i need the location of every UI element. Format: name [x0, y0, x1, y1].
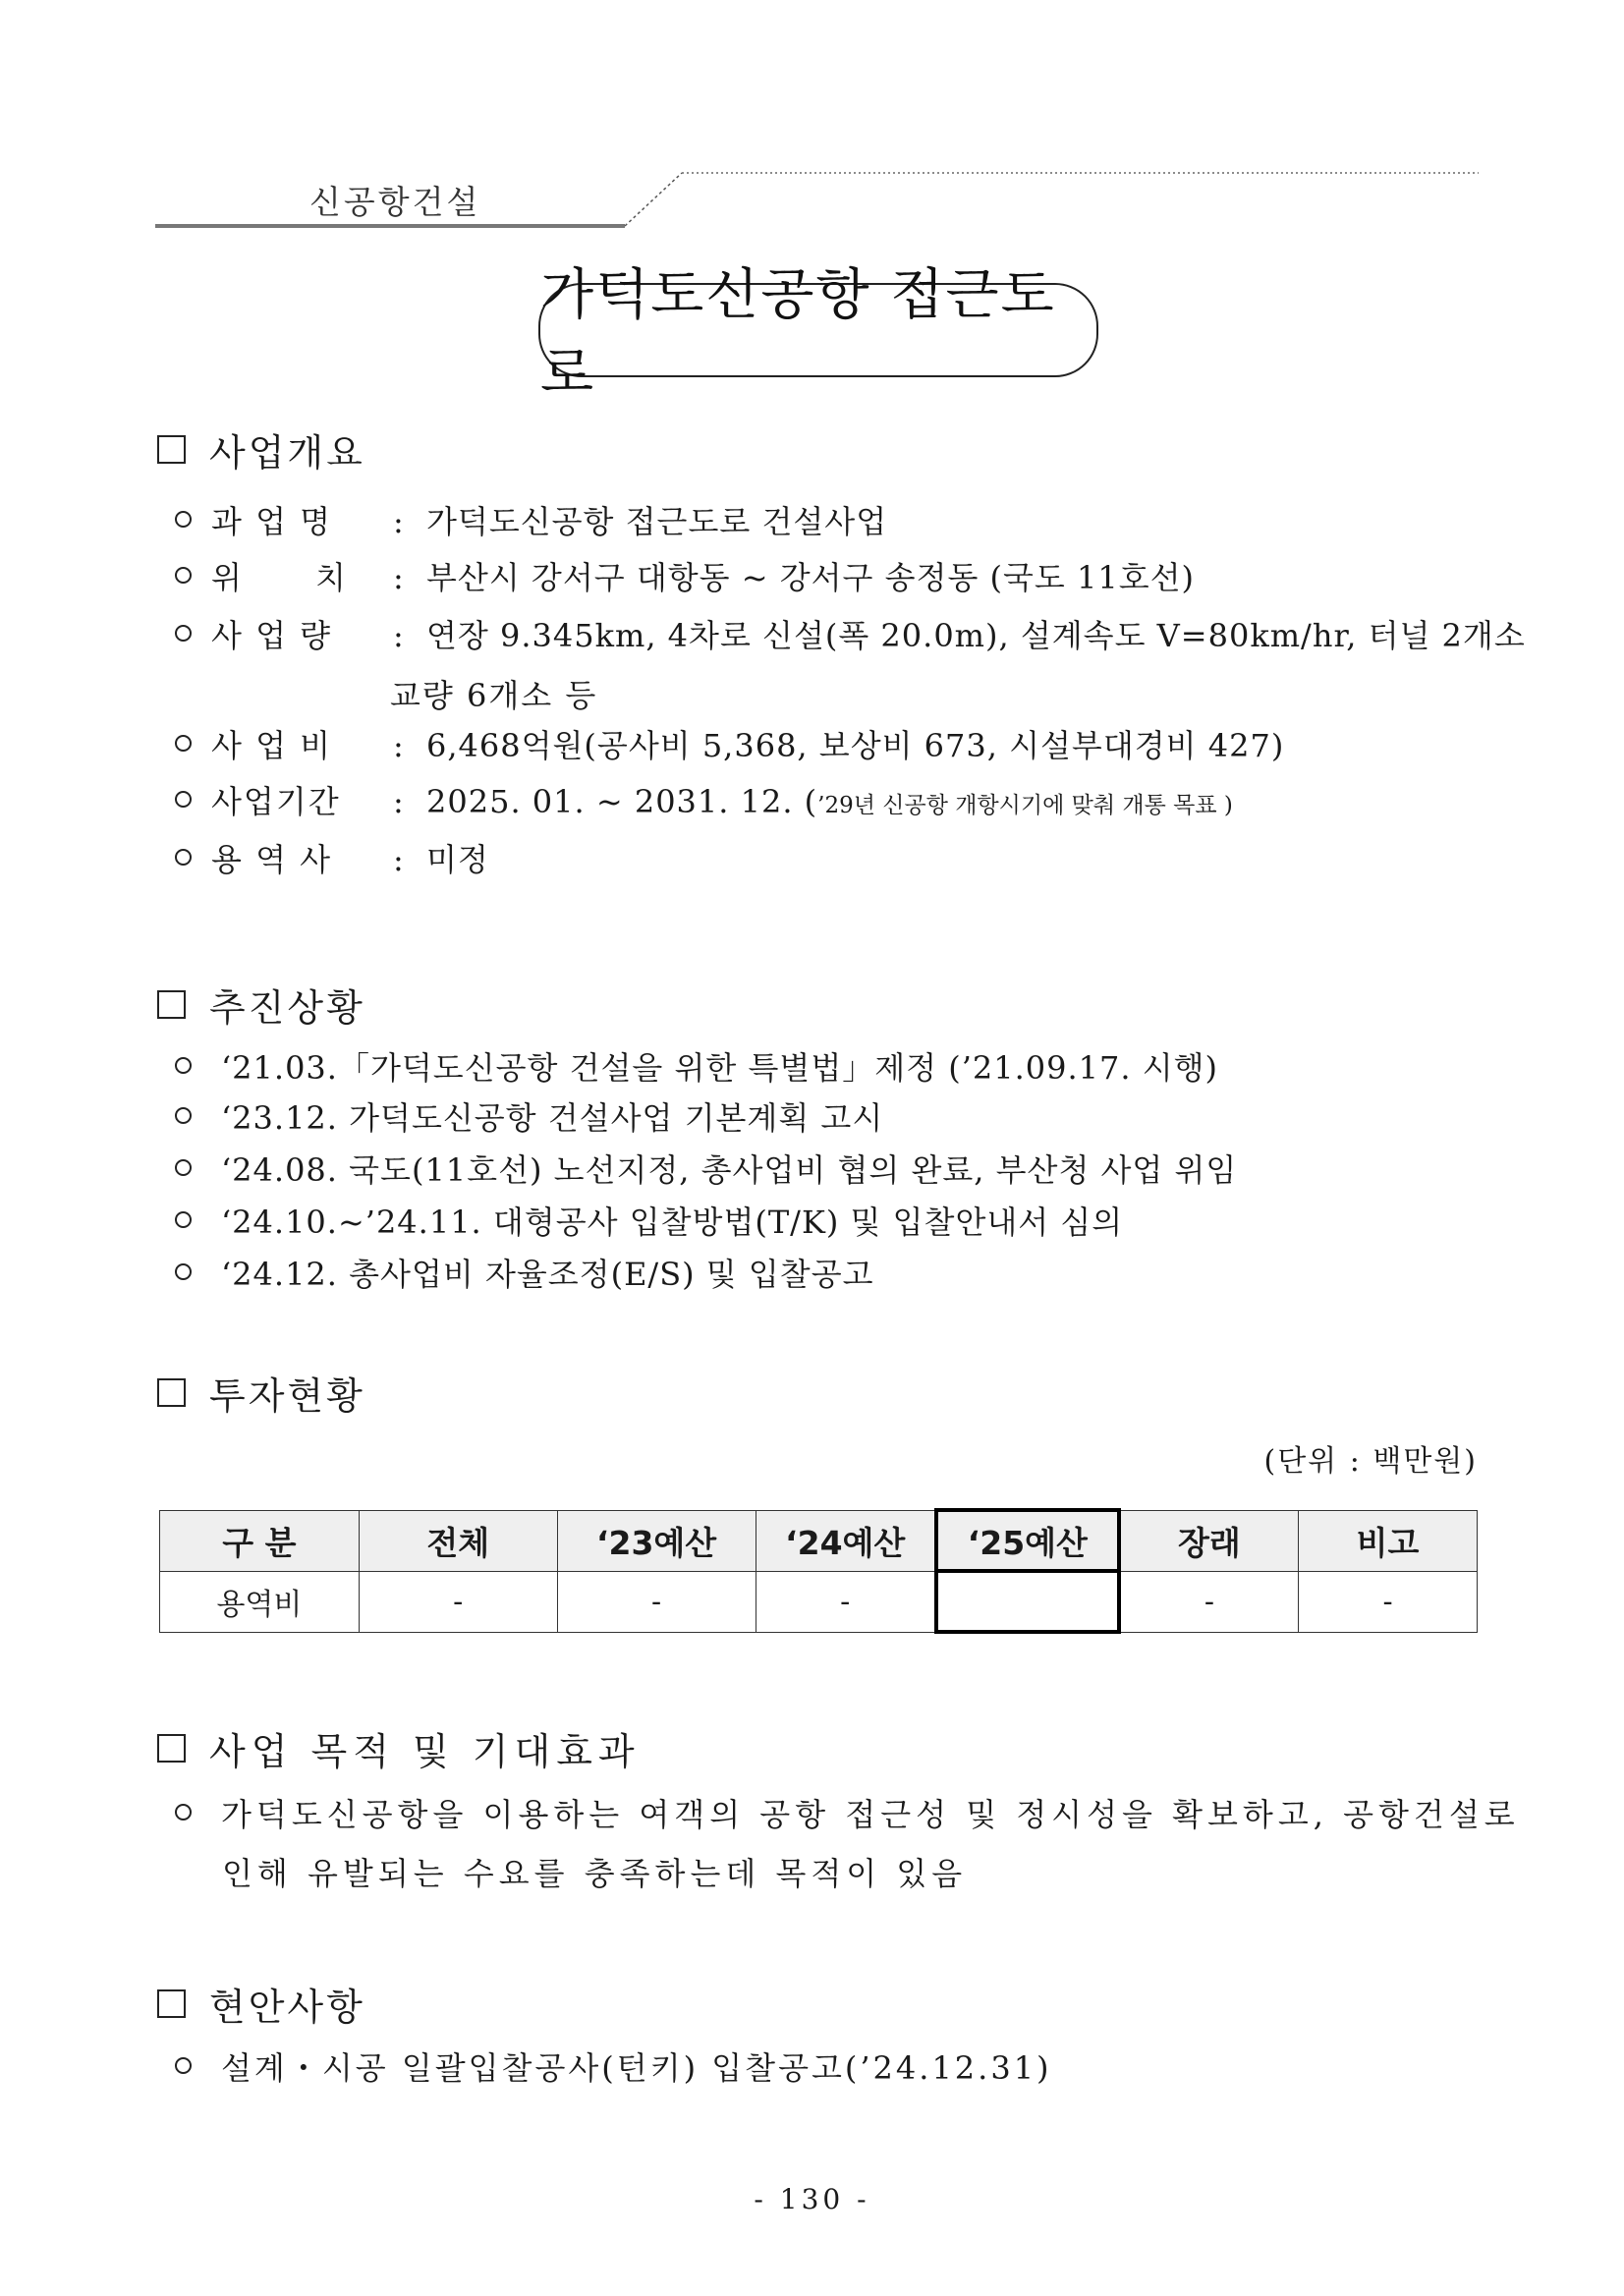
table-header-cell: 장래	[1119, 1510, 1299, 1571]
item-label: 사 업 량	[211, 617, 333, 654]
table-header-row	[160, 1510, 1478, 1571]
section-heading-investment	[157, 1366, 365, 1420]
page-title: 가덕도신공항 접근도로	[538, 283, 1098, 377]
item-label: 용 역 사	[211, 841, 333, 878]
item-label: 사업기간	[211, 783, 341, 820]
circle-bullet-icon	[175, 511, 192, 528]
header-rule	[0, 0, 1624, 236]
item-value-continued: 교량 6개소 등	[390, 677, 598, 714]
table-cell: -	[359, 1571, 557, 1632]
item-note: ’29년 신공항 개항시기에 맞춰 개통 목표 )	[817, 793, 1233, 818]
issue-item: 설계・시공 일괄입찰공사(턴키) 입찰공고(’24.12.31)	[175, 2044, 1052, 2089]
overview-item: 과 업 명 : 가덕도신공항 접근도로 건설사업	[175, 497, 887, 542]
checkbox-square-icon	[157, 1989, 186, 2018]
table-cell: -	[1119, 1571, 1299, 1632]
table-cell: 용역비	[160, 1571, 360, 1632]
item-value: 부산시 강서구 대항동 ~ 강서구 송정동 (국도 11호선)	[426, 559, 1196, 596]
progress-item: ‘24.10.~’24.11. 대형공사 입찰방법(T/K) 및 입찰안내서 심의	[175, 1198, 1123, 1243]
section-label: 신공항건설	[309, 183, 481, 221]
page-number: - 130 -	[754, 2183, 870, 2215]
overview-item: 위 치 : 부산시 강서구 대항동 ~ 강서구 송정동 (국도 11호선)	[175, 553, 1195, 598]
circle-bullet-icon	[175, 2057, 192, 2074]
checkbox-square-icon	[157, 990, 186, 1019]
progress-item: ‘24.08. 국도 (11호선) 노선지정, 총사업비 협의 완료, 부산청 사업 위임	[175, 1146, 1237, 1191]
progress-item: ‘21.03.「가덕도신공항 건설을 위한 특별법」제정 (’21.09.17. 시행)	[175, 1043, 1218, 1089]
overview-item: 사 업 량 : 연장 9.345km, 4차로 신설(폭 20.0m), 설계속도 V=80km/hr, 터널 2개소	[175, 611, 1526, 656]
section-heading-text: 추진상황	[209, 986, 365, 1030]
checkbox-square-icon	[157, 1734, 186, 1763]
section-heading-text: 사업개요	[209, 431, 365, 475]
purpose-item: 가덕도신공항을 이용하는 여객의 공항 접근성 및 정시성을 확보하고, 공항건설로	[175, 1790, 1520, 1835]
circle-bullet-icon	[175, 1263, 192, 1280]
item-label: 과 업 명	[211, 503, 333, 540]
table-cell-highlighted	[936, 1571, 1119, 1632]
table-header-cell: ‘24예산	[756, 1510, 936, 1571]
table-header-cell: ‘23예산	[557, 1510, 756, 1571]
item-value: 미정	[426, 841, 489, 878]
checkbox-square-icon	[157, 435, 186, 464]
circle-bullet-icon	[175, 1211, 192, 1228]
circle-bullet-icon	[175, 625, 192, 642]
overview-item: 사 업 비 : 6,468억원(공사비 5,368, 보상비 673, 시설부대경비 427)	[175, 721, 1284, 766]
circle-bullet-icon	[175, 849, 192, 866]
item-label: 위 치	[211, 559, 348, 596]
circle-bullet-icon	[175, 567, 192, 584]
section-heading-text: 투자현황	[209, 1374, 365, 1418]
unit-note: (단위 : 백만원)	[1263, 1444, 1478, 1479]
section-heading-text: 현안사항	[209, 1986, 365, 2029]
circle-bullet-icon	[175, 1107, 192, 1124]
section-heading-overview	[157, 422, 365, 476]
item-value: 2025. 01. ~ 2031. 12. (	[426, 783, 818, 820]
section-heading-progress	[157, 978, 365, 1032]
circle-bullet-icon	[175, 1057, 192, 1074]
circle-bullet-icon	[175, 735, 192, 752]
table-cell: -	[557, 1571, 756, 1632]
section-heading-issues	[157, 1977, 365, 2031]
progress-item: ‘24.12. 총사업비 자율조정(E/S) 및 입찰공고	[175, 1250, 874, 1295]
circle-bullet-icon	[175, 1804, 192, 1820]
table-header-cell-highlighted: ‘25예산	[936, 1510, 1119, 1571]
circle-bullet-icon	[175, 1159, 192, 1176]
investment-table	[159, 1508, 1478, 1634]
item-value: 연장 9.345km, 4차로 신설(폭 20.0m), 설계속도 V=80km/hr, 터널 2개소	[426, 617, 1526, 654]
table-cell: -	[756, 1571, 936, 1632]
table-header-cell: 전체	[359, 1510, 557, 1571]
purpose-line-continued: 인해 유발되는 수요를 충족하는데 목적이 있음	[222, 1855, 968, 1892]
overview-item: 용 역 사 : 미정	[175, 835, 489, 880]
checkbox-square-icon	[157, 1378, 186, 1407]
item-label: 사 업 비	[211, 727, 333, 764]
table-header-cell: 비고	[1299, 1510, 1478, 1571]
progress-item: ‘23.12. 가덕도신공항 건설사업 기본계획 고시	[175, 1093, 883, 1139]
item-value: 6,468억원(공사비 5,368, 보상비 673, 시설부대경비 427)	[426, 727, 1285, 764]
section-heading-text: 사업 목적 및 기대효과	[209, 1730, 641, 1773]
circle-bullet-icon	[175, 791, 192, 808]
table-header-cell: 구 분	[160, 1510, 360, 1571]
item-value: 가덕도신공항 접근도로 건설사업	[426, 503, 888, 540]
table-row	[160, 1571, 1478, 1632]
table-cell: -	[1299, 1571, 1478, 1632]
overview-item: 사업기간 : 2025. 01. ~ 2031. 12. ( ’29년 신공항 개항시기에 맞춰 개통 목표 )	[175, 777, 1233, 822]
section-heading-purpose	[157, 1721, 641, 1775]
